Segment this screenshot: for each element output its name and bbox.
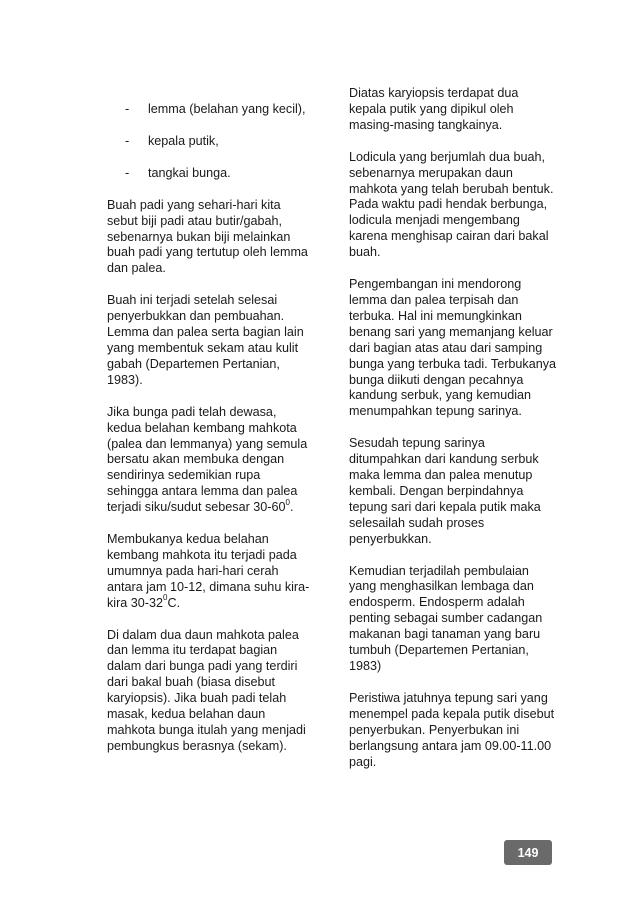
paragraph — [107, 532, 312, 612]
paragraph: Buah padi yang sehari-hari kita sebut biji padi atau butir/gabah, sebenarnya bukan biji melainkan buah padi yang tertutup oleh lemma dan palea. — [107, 197, 308, 276]
superscript: 0 — [163, 593, 168, 603]
flower-parts-list — [107, 102, 312, 182]
list-dash: - — [125, 133, 130, 148]
list-item — [107, 102, 312, 118]
paragraph: Pada waktu padi hendak berbunga, lodicula menjadi mengembang karena menghisap cairan dari bakal buah. — [349, 197, 549, 260]
paragraph: Di dalam dua daun mahkota palea dan lemma itu terdapat bagian dalam dari bunga padi yang terdiri dari bakal buah (biasa disebut karyiopsis). Jika buah padi telah masak, kedua belahan daun mahkota bunga itulah yang menjadi pembungkus berasnya (sekam). — [107, 627, 306, 753]
paragraph-end: C. — [167, 595, 181, 610]
page-number-badge: 149 — [504, 840, 552, 865]
paragraph: Pengembangan ini mendorong lemma dan palea terpisah dan terbuka. Hal ini memungkinkan benang sari yang memanjang keluar dari bagian atas atau dari samping bunga yang terbuka tadi. Terbukanya bunga diikuti dengan pecahnya kandung serbuk, yang kemudian menumpahkan tepung sarinya. — [349, 277, 557, 419]
superscript: 0 — [285, 497, 290, 507]
paragraph: Sesudah tepung sarinya ditumpahkan dari kandung serbuk maka lemma dan palea menutup kembali. Dengan berpindahnya tepung sari dari kepala putik maka selesailah sudah proses penyerbukkan. — [349, 436, 541, 546]
list-item — [107, 134, 312, 150]
paragraph-end: . — [289, 500, 294, 515]
list-item-text: tangkai bunga. — [148, 165, 231, 180]
paragraph — [107, 405, 312, 516]
list-item-text: lemma (belahan yang kecil), — [148, 102, 306, 116]
paragraph: Kemudian terjadilah pembulaian yang menghasilkan lembaga dan endosperm. Endosperm adalah penting sebagai sumber cadangan makanan bagi tanaman yang baru tumbuh (Departemen Pertanian, 1983) — [349, 563, 543, 673]
paragraph-text: Membukanya kedua belahan kembang mahkota itu terjadi pada umumnya pada hari-hari cerah antara jam 10-12, dimana suhu kira-kira 30-32 — [107, 532, 310, 610]
paragraph: Diatas karyiopsis terdapat dua kepala putik yang dipikul oleh masing-masing tangkainya. — [349, 86, 519, 132]
list-item-text: kepala putik, — [148, 133, 219, 148]
paragraph: Buah ini terjadi setelah selesai penyerbukkan dan pembuahan. Lemma dan palea serta bagian lain yang membentuk sekam atau kulit gabah (Departemen Pertanian, 1983). — [107, 293, 304, 387]
left-column — [107, 86, 312, 771]
list-item — [107, 166, 312, 182]
list-dash: - — [125, 102, 130, 116]
paragraph-text: Jika bunga padi telah dewasa, kedua belahan kembang mahkota (palea dan lemmanya) yang semula bersatu akan membuka dengan sendirinya sedemikian rupa sehingga antara lemma dan palea terjadi siku/sudut sebesar 30-60 — [107, 404, 308, 515]
list-dash: - — [125, 165, 130, 180]
right-column — [349, 86, 559, 786]
paragraph: Lodicula yang berjumlah dua buah, sebenarnya merupakan daun mahkota yang telah berubah bentuk. — [349, 149, 554, 196]
paragraph: Peristiwa jatuhnya tepung sari yang menempel pada kepala putik disebut penyerbukan. Penyerbukan ini berlangsung antara jam 09.00-11.00 pagi. — [349, 690, 555, 769]
